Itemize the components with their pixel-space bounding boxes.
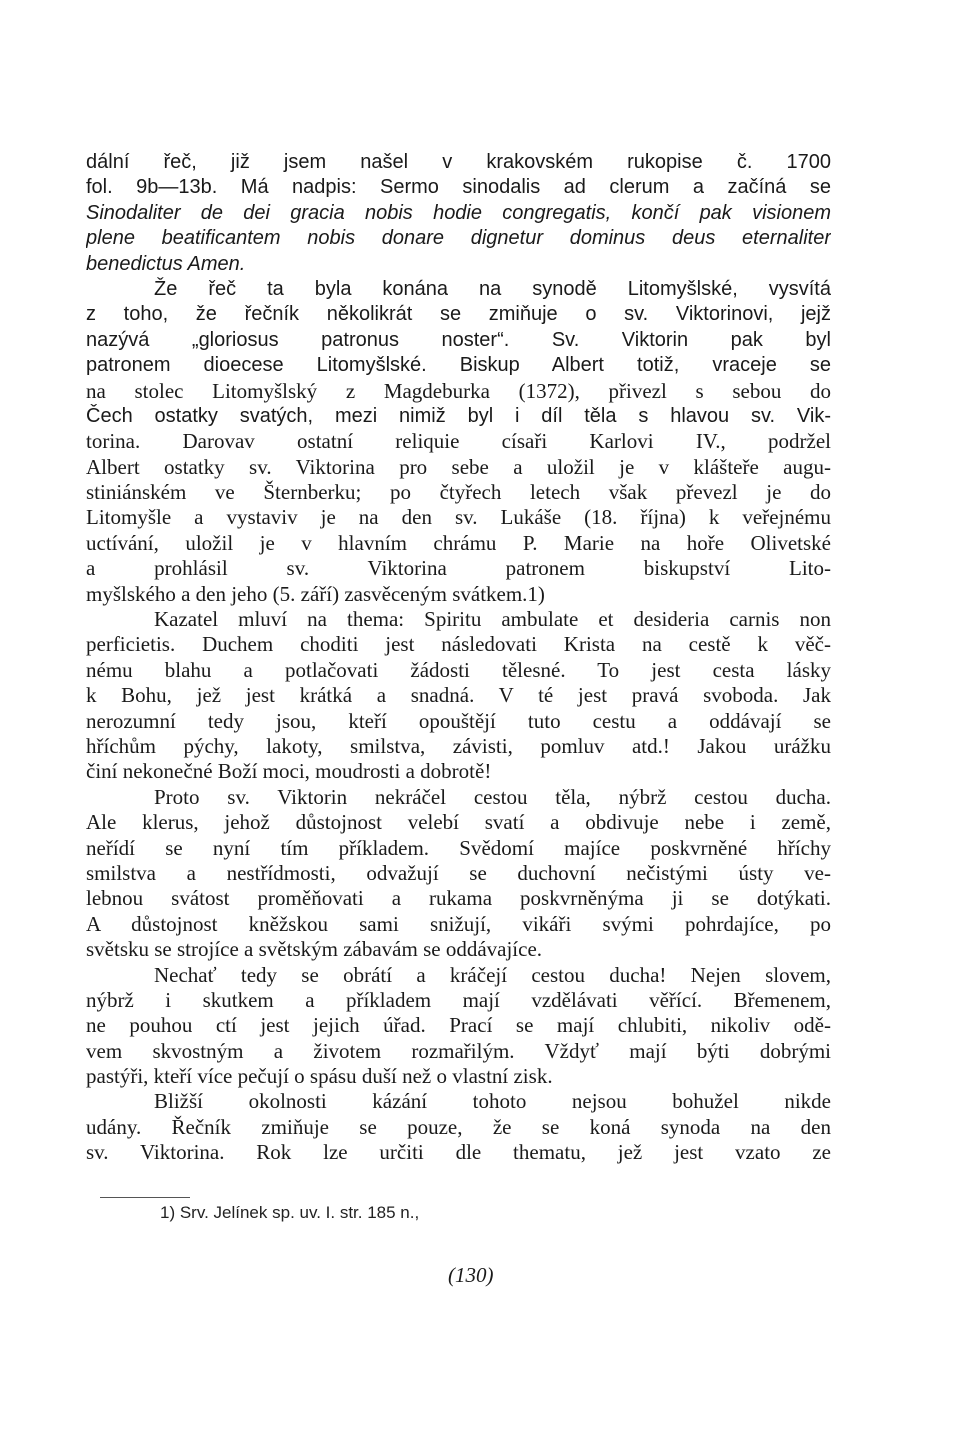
text-line: smilstva a nestřídmosti, odvažují se duchovní nečistými ústy ve- (86, 860, 831, 885)
footnote: 1) Srv. Jelínek sp. uv. I. str. 185 n., (160, 1203, 420, 1222)
text-line: perficietis. Duchem choditi jest následovati Krista na cestě k věč- (86, 632, 831, 657)
text-line: dální řeč, již jsem našel v krakovském rukopise č. 1700 (86, 151, 831, 173)
text-line: Albert ostatky sv. Viktorina pro sebe a uložil je v klášteře augu- (86, 454, 831, 479)
text-line: a prohlásil sv. Viktorina patronem biskupství Lito- (86, 556, 831, 581)
text-line: činí nekonečné Boží moci, moudrosti a dobrotě! (86, 759, 492, 784)
text-line: patronem dioecese Litomyšlské. Biskup Albert totiž, vraceje se (86, 354, 831, 377)
text-line: k Bohu, jež jest krátká a snadná. V té jest pravá svoboda. Jak (86, 683, 831, 708)
text-line: nému blahu a potlačovati žádosti tělesné. To jest cesta lásky (86, 657, 831, 682)
text-line: lebnou svátost proměňovati a rukama poskvrněnýma ji se dotýkati. (86, 886, 831, 911)
text-line: benedictus Amen. (86, 252, 246, 275)
text-line: Čech ostatky svatých, mezi nimiž byl i díl těla s hlavou sv. Vik- (86, 404, 831, 427)
text-line: světsku se strojíce a světským zábavám se oddávajíce. (86, 937, 543, 962)
text-line: Že řeč ta byla konána na synodě Litomyšlské, vysvítá (154, 277, 831, 300)
text-line: udány. Řečník zmiňuje se pouze, že se koná synoda na den (86, 1114, 831, 1139)
text-line: A důstojnost kněžskou sami snižují, vikáři svými pohrdajíce, po (86, 911, 831, 936)
page-number: (130) (448, 1263, 494, 1287)
text-line: torina. Darovav ostatní reliquie císaři Karlovi IV., podržel (86, 429, 831, 454)
text-line: ne pouhou ctí jest jejich úřad. Prací se mají chlubiti, nikoliv odě- (86, 1013, 831, 1038)
text-line: z toho, že řečník několikrát se zmiňuje o sv. Viktorinovi, jejž (86, 303, 831, 326)
text-line: Proto sv. Viktorin nekráčel cestou těla, nýbrž cestou ducha. (154, 784, 831, 809)
text-line: fol. 9b—13b. Má nadpis: Sermo sinodalis ad clerum a začíná se (86, 176, 831, 199)
text-line: Nechať tedy se obrátí a kráčejí cestou ducha! Nejen slovem, (154, 962, 831, 987)
text-line: uctívání, uložil je v hlavním chrámu P. Marie na hoře Olivetské (86, 530, 831, 555)
footnote-divider (100, 1197, 190, 1198)
text-line: plene beatificantem nobis donare dignetur dominus deus eternaliter (86, 227, 831, 250)
text-line: hříchům pýchy, lakoty, smilstva, závisti, pomluv atd.! Jakou urážku (86, 733, 831, 758)
text-line: Litomyšle a vystaviv je na den sv. Lukáše (18. října) k veřejnému (86, 505, 831, 530)
text-line: Bližší okolnosti kázání tohoto nejsou bohužel nikde (154, 1089, 831, 1114)
text-line: stiniánském ve Šternberku; po čtyřech letech však převezl je do (86, 480, 831, 505)
text-line: Kazatel mluví na thema: Spiritu ambulate et desideria carnis non (154, 607, 831, 632)
text-line: pastýři, kteří více pečují o spásu duší než o vlastní zisk. (86, 1064, 553, 1089)
text-line: nýbrž i skutkem a příkladem mají vzdělávati věřící. Břemenem, (86, 987, 831, 1012)
text-line: neřídí se nyní tím příkladem. Svědomí majíce poskvrněné hříchy (86, 835, 831, 860)
text-line: nerozumní tedy jsou, kteří opouštějí tuto cestu a oddávají se (86, 708, 831, 733)
body-text (86, 150, 831, 1166)
text-line: vem skvostným a životem rozmařilým. Vždyť mají býti dobrými (86, 1038, 831, 1063)
text-line: myšlského a den jeho (5. září) zasvěceným svátkem.1) (86, 581, 545, 606)
text-line: Sinodaliter de dei gracia nobis hodie congregatis, končí pak visionem (86, 201, 831, 224)
text-line: na stolec Litomyšlský z Magdeburka (1372), přivezl s sebou do (86, 378, 831, 403)
text-line: Ale klerus, jehož důstojnost velebí svatí a obdivuje nebe i země, (86, 810, 831, 835)
text-line: nazývá „gloriosus patronus noster“. Sv. Viktorin pak byl (86, 328, 831, 351)
text-line: sv. Viktorina. Rok lze určiti dle thematu, jež jest vzato ze (86, 1140, 831, 1165)
